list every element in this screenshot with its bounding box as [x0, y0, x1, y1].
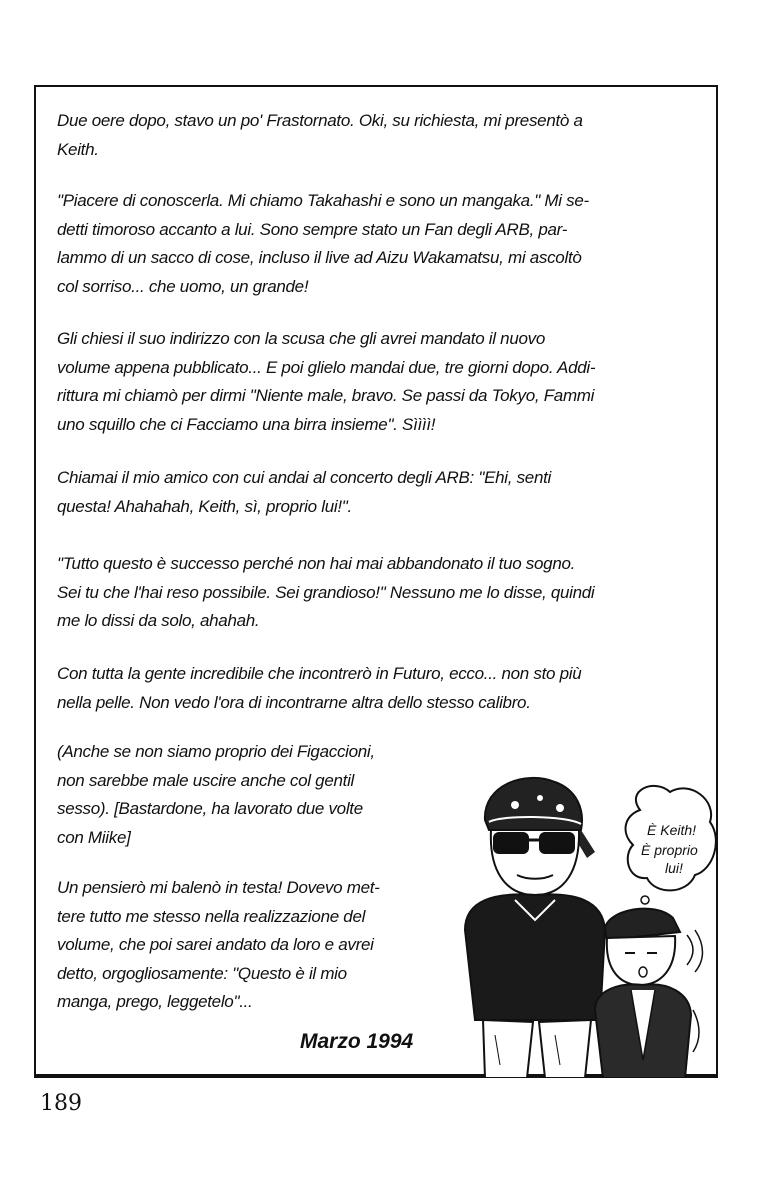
keith-figure — [465, 778, 605, 1078]
thought-bubble — [626, 786, 716, 915]
author-and-keith-illustration — [455, 760, 717, 1078]
date-signature: Marzo 1994 — [300, 1030, 414, 1053]
paragraph-8: Un pensierò mi balenò in testa! Dovevo met- tere tutto me stesso nella realizzazione del volume, che poi sarei andato da loro e avrei detto, orgogliosamente: "Questo è il mio manga, prego, leggetelo"... — [57, 878, 380, 1011]
bubble-line-3: lui! — [665, 860, 683, 876]
paragraph-3: Gli chiesi il suo indirizzo con la scusa che gli avrei mandato il nuovo volume appena pubblicato... E poi glielo mandai due, tre giorni dopo. Addi- rittura mi chiamò per dirmi "Niente male, bravo. Se passi da Tokyo, Fammi uno squillo che ci Facciamo una birra insieme". Sìììì! — [57, 329, 596, 434]
author-figure — [595, 909, 703, 1078]
paragraph-7: (Anche se non siamo proprio dei Figaccioni, non sarebbe male uscire anche col gentil sesso). [Bastardone, ha lavorato due volte con Miike] — [57, 742, 375, 847]
paragraph-5: "Tutto questo è successo perché non hai mai abbandonato il tuo sogno. Sei tu che l'hai reso possibile. Sei grandioso!" Nessuno me lo disse, quindi me lo dissi da solo, ahahah. — [57, 554, 595, 630]
bubble-line-1: È Keith! — [647, 822, 697, 838]
paragraph-6: Con tutta la gente incredibile che incontrerò in Futuro, ecco... non sto più nella pelle. Non vedo l'ora di incontrarne altra dello stesso calibro. — [57, 664, 582, 712]
paragraph-1: Due oere dopo, stavo un po' Frastornato. Oki, su richiesta, mi presentò a Keith. — [57, 111, 583, 159]
page-number: 189 — [40, 1091, 82, 1116]
bubble-line-2: È proprio — [641, 842, 698, 858]
paragraph-4: Chiamai il mio amico con cui andai al concerto degli ARB: "Ehi, senti questa! Ahahahah, Keith, sì, proprio lui!". — [57, 468, 551, 516]
paragraph-2: "Piacere di conoscerla. Mi chiamo Takahashi e sono un mangaka." Mi se- detti timoroso accanto a lui. Sono sempre stato un Fan degli ARB, par- lammo di un sacco di cose, incluso il live ad Aizu Wakamatsu, mi ascoltò col sorriso... che uomo, un grande! — [57, 191, 589, 296]
